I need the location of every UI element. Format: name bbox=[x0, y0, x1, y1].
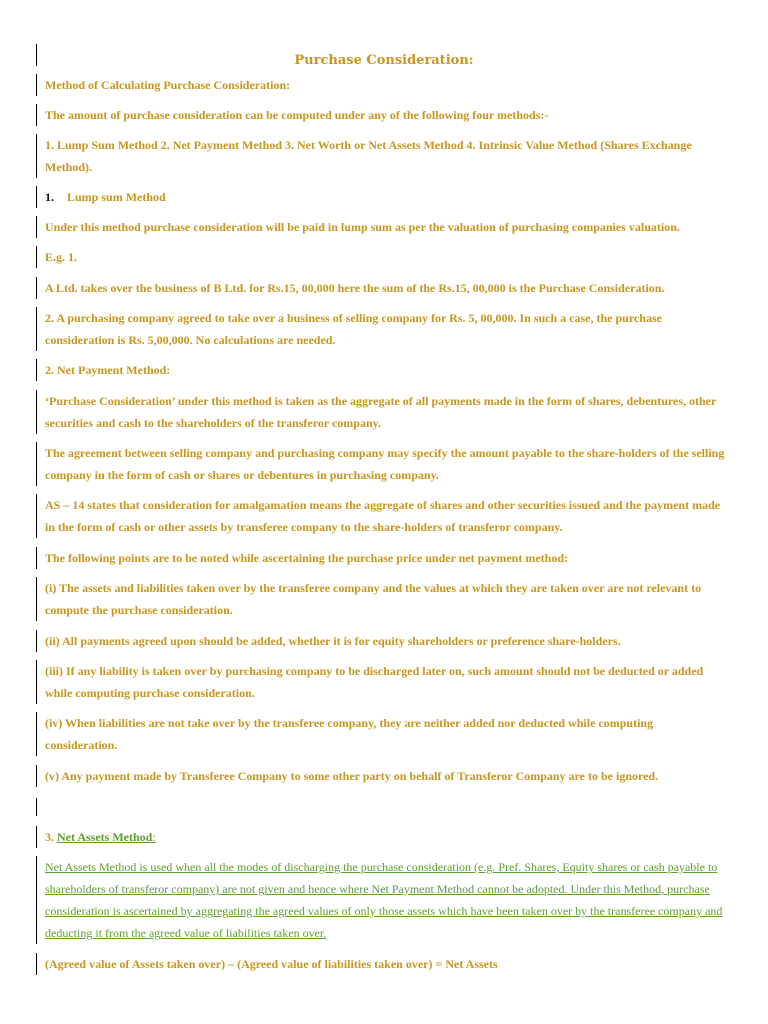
paragraph-net-assets-formula: (Agreed value of Assets taken over) – (Agreed value of liabilities taken over) = Net Assets bbox=[36, 953, 726, 975]
empty-paragraph-marker bbox=[36, 798, 37, 816]
paragraph-points-intro: The following points are to be noted while ascertaining the purchase price under net payment method: bbox=[36, 547, 726, 569]
paragraph-lump-sum-heading bbox=[36, 186, 726, 208]
paragraph-point-iii: (iii) If any liability is taken over by purchasing company to be discharged later on, such amount should not be deducted or added while computing purchase consideration. bbox=[36, 660, 726, 704]
document-title: Purchase Consideration: bbox=[294, 53, 474, 68]
list-number: 1. bbox=[45, 190, 54, 204]
paragraph-four-methods-intro: The amount of purchase consideration can be computed under any of the following four methods:- bbox=[36, 104, 726, 126]
paragraph-point-iv: (iv) When liabilities are not take over by the transferee company, they are neither added nor deducted while computing consideration. bbox=[36, 712, 726, 756]
paragraph-point-ii: (ii) All payments agreed upon should be added, whether it is for equity shareholders or preference share-holders. bbox=[36, 630, 726, 652]
paragraph-agreement: The agreement between selling company and purchasing company may specify the amount payable to the share-holders of the selling company in the form of cash or shares or debentures in purchasing company. bbox=[36, 442, 726, 486]
paragraph-as14: AS – 14 states that consideration for amalgamation means the aggregate of shares and other securities issued and the payment made in the form of cash or other assets by transferee company to the share-holders of transferor company. bbox=[36, 494, 726, 538]
net-assets-number: 3. bbox=[45, 830, 57, 844]
paragraph-net-payment-heading: 2. Net Payment Method: bbox=[36, 359, 726, 381]
net-assets-description-text: Net Assets Method is used when all the modes of discharging the purchase consideration (e.g. Pref. Shares, Equity shares or cash payable to shareholders of transferor company) are not given and hence where Net Payment Method cannot be adopted. Under this Method, purchase consideration is ascertained by aggregating the agreed values of only those assets which have been taken over by the transferee company and deducting it from the agreed value of liabilities taken over. bbox=[45, 860, 723, 940]
paragraph-net-assets-description bbox=[36, 856, 726, 944]
net-assets-link[interactable]: Net Assets Method bbox=[57, 830, 153, 844]
paragraph-method-heading: Method of Calculating Purchase Consideration: bbox=[36, 74, 726, 96]
paragraph-methods-list: 1. Lump Sum Method 2. Net Payment Method 3. Net Worth or Net Assets Method 4. Intrinsic Value Method (Shares Exchange Method). bbox=[36, 134, 726, 178]
paragraph-net-assets-heading bbox=[36, 826, 726, 848]
paragraph-lump-sum-description: Under this method purchase consideration will be paid in lump sum as per the valuation of purchasing companies valuation. bbox=[36, 216, 726, 238]
net-assets-colon: : bbox=[152, 830, 156, 844]
paragraph-net-payment-definition: ‘Purchase Consideration’ under this method is taken as the aggregate of all payments made in the form of shares, debentures, other securities and cash to the shareholders of the transferor company. bbox=[36, 390, 726, 434]
paragraph-point-i: (i) The assets and liabilities taken over by the transferee company and the values at which they are taken over are not relevant to compute the purchase consideration. bbox=[36, 577, 726, 621]
paragraph-point-v: (v) Any payment made by Transferee Company to some other party on behalf of Transferor Company are to be ignored. bbox=[36, 765, 726, 787]
lump-sum-heading-text: Lump sum Method bbox=[67, 190, 166, 204]
paragraph-example-two: 2. A purchasing company agreed to take over a business of selling company for Rs. 5, 00,000. In such a case, the purchase consideration is Rs. 5,00,000. No calculations are needed. bbox=[36, 307, 726, 351]
paragraph-example-label: E.g. 1. bbox=[36, 246, 726, 268]
paragraph-example-one: A Ltd. takes over the business of B Ltd. for Rs.15, 00,000 here the sum of the Rs.15, 00,000 is the Purchase Consideration. bbox=[36, 277, 726, 299]
